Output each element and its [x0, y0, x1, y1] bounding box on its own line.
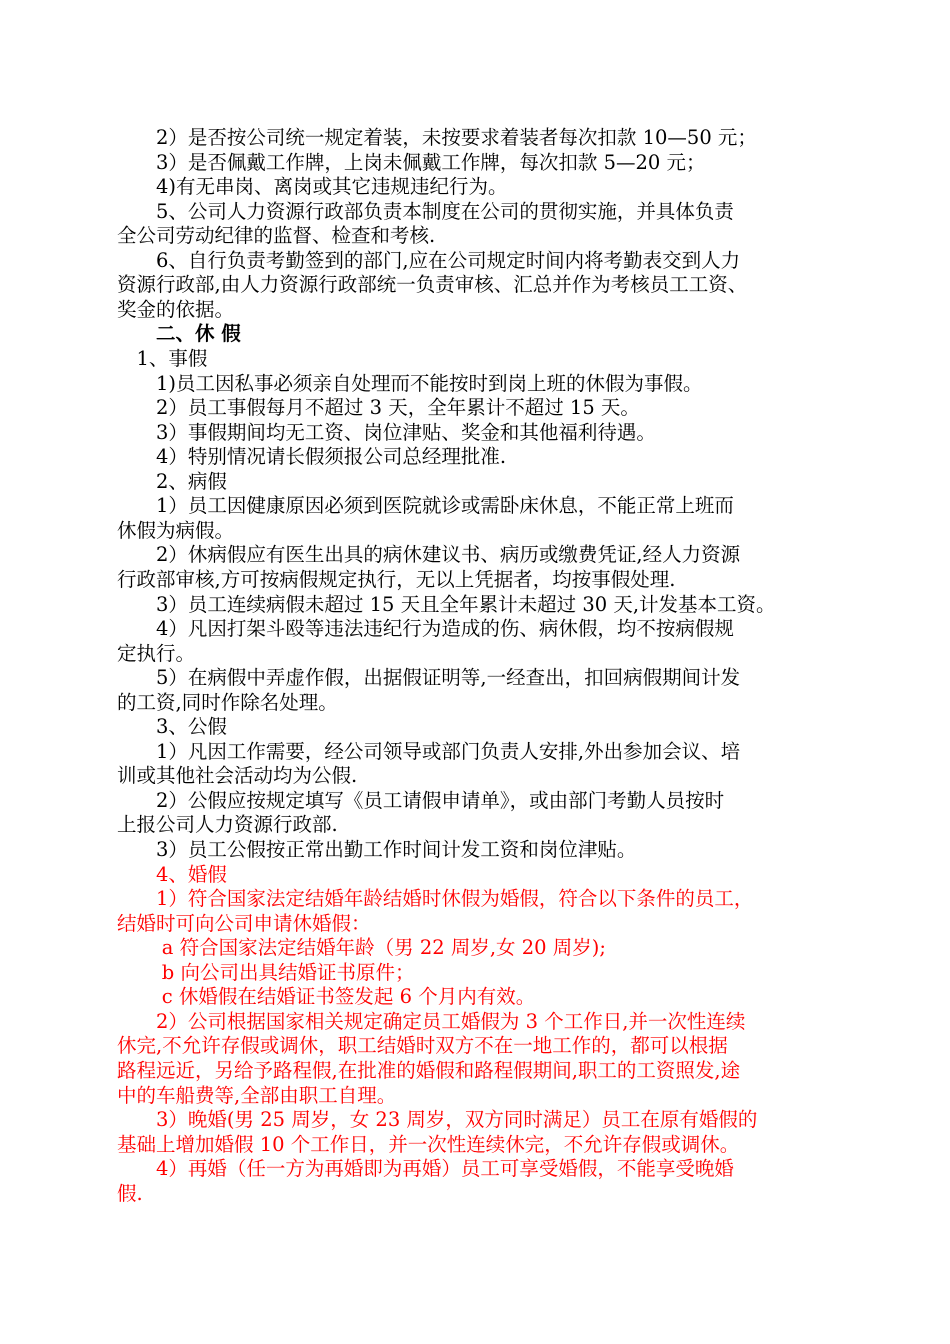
text-line: 结婚时可向公司申请休婚假： — [117, 911, 371, 935]
text-line: 2）公假应按规定填写《员工请假申请单》，或由部门考勤人员按时 — [156, 788, 725, 812]
text-line: a 符合国家法定结婚年龄（男 22 周岁,女 20 周岁); — [161, 936, 606, 960]
text-line: 1）符合国家法定结婚年龄结婚时休假为婚假，符合以下条件的员工， — [156, 887, 754, 911]
text-line: 5、公司人力资源行政部负责本制度在公司的贯彻实施，并具体负责 — [156, 199, 734, 223]
text-line: 二、休 假 — [156, 322, 241, 346]
text-line: 行政部审核,方可按病假规定执行，无以上凭据者，均按事假处理. — [117, 567, 676, 591]
text-line: 1）凡因工作需要，经公司领导或部门负责人安排,外出参加会议、培 — [156, 739, 741, 763]
text-line: 3）事假期间均无工资、岗位津贴、奖金和其他福利待遇。 — [156, 420, 656, 444]
text-line: 2、病假 — [156, 469, 227, 493]
text-line: 3）员工公假按正常出勤工作时间计发工资和岗位津贴。 — [156, 838, 637, 861]
text-line: 4、婚假 — [156, 862, 227, 886]
text-line: c 休婚假在结婚证书签发起 6 个月内有效。 — [161, 985, 536, 1009]
text-line: 2）是否按公司统一规定着装，未按要求着装者每次扣款 10—50 元； — [156, 126, 757, 149]
text-line: 假. — [117, 1181, 143, 1205]
text-line: 休完,不允许存假或调休，职工结婚时双方不在一地工作的，都可以根据 — [117, 1034, 728, 1058]
text-line: 1)员工因私事必须亲自处理而不能按时到岗上班的休假为事假。 — [156, 371, 703, 395]
text-line: 全公司劳动纪律的监督、检查和考核. — [117, 224, 436, 248]
text-line: 3、公假 — [156, 715, 227, 739]
text-line: 基础上增加婚假 10 个工作日，并一次性连续休完，不允许存假或调休。 — [117, 1132, 740, 1156]
text-line: 4）再婚（任一方为再婚即为再婚）员工可享受婚假，不能享受晚婚 — [156, 1157, 734, 1181]
text-line: 定执行。 — [117, 641, 196, 665]
text-line: 6、自行负责考勤签到的部门,应在公司规定时间内将考勤表交到人力 — [156, 248, 741, 272]
text-line: 资源行政部,由人力资源行政部统一负责审核、汇总并作为考核员工工资、 — [117, 273, 748, 297]
text-line: 3）是否佩戴工作牌，上岗未佩戴工作牌，每次扣款 5—20 元； — [156, 150, 706, 174]
text-line: b 向公司出具结婚证书原件； — [161, 960, 415, 984]
text-line: 4）凡因打架斗殴等违法违纪行为造成的伤、病休假，均不按病假规 — [156, 617, 734, 640]
text-line: 休假为病假。 — [117, 518, 235, 542]
text-line: 4)有无串岗、离岗或其它违规违纪行为。 — [156, 175, 508, 199]
text-line: 训或其他社会活动均为公假. — [117, 764, 358, 788]
text-line: 3）员工连续病假未超过 15 天且全年累计未超过 30 天,计发基本工资。 — [156, 592, 776, 616]
text-line: 1）员工因健康原因必须到医院就诊或需卧床休息，不能正常上班而 — [156, 494, 734, 518]
text-line: 5）在病假中弄虚作假，出据假证明等,一经查出，扣回病假期间计发 — [156, 666, 741, 690]
text-line: 的工资,同时作除名处理。 — [117, 690, 338, 714]
text-line: 上报公司人力资源行政部. — [117, 813, 338, 837]
text-line: 奖金的依据。 — [117, 297, 235, 321]
text-line: 1、事假 — [136, 347, 208, 370]
text-line: 2）员工事假每月不超过 3 天，全年累计不超过 15 天。 — [156, 396, 640, 420]
text-line: 4）特别情况请长假须报公司总经理批准. — [156, 445, 507, 469]
text-line: 3）晚婚(男 25 周岁，女 23 周岁，双方同时满足）员工在原有婚假的 — [156, 1108, 758, 1131]
text-line: 2）公司根据国家相关规定确定员工婚假为 3 个工作日,并一次性连续 — [156, 1009, 746, 1033]
text-line: 路程远近，另给予路程假,在批准的婚假和路程假期间,职工的工资照发,途 — [117, 1058, 741, 1082]
text-line: 中的车船费等,全部由职工自理。 — [117, 1083, 397, 1107]
text-line: 2）休病假应有医生出具的病休建议书、病历或缴费凭证,经人力资源 — [156, 543, 741, 567]
